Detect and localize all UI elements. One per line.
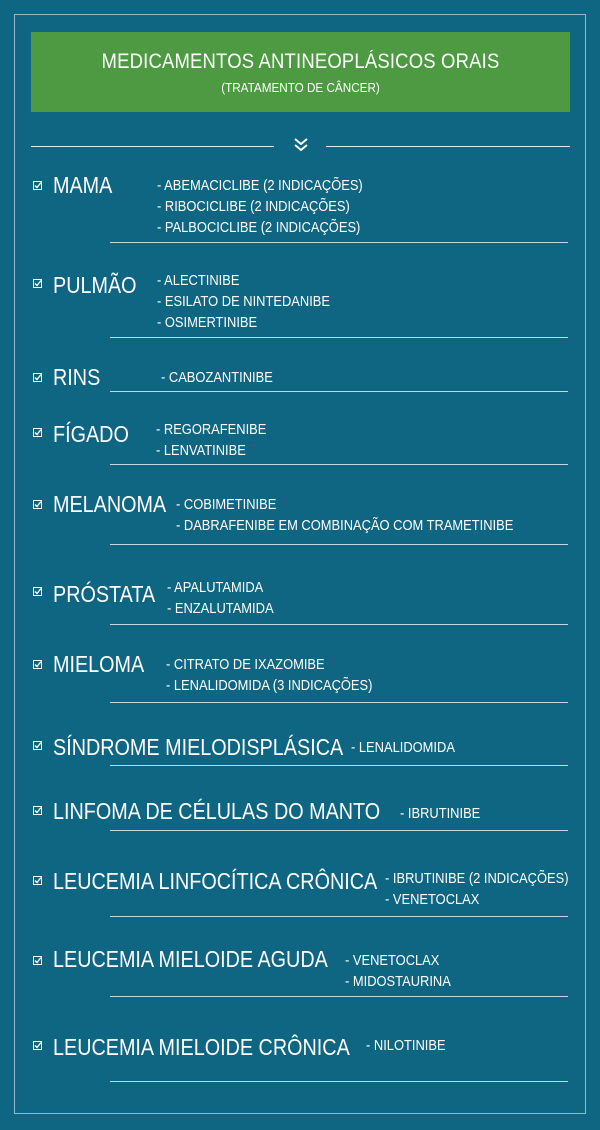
category-label: LEUCEMIA MIELOIDE AGUDA — [53, 946, 328, 972]
category-label: LINFOMA DE CÉLULAS DO MANTO — [53, 798, 381, 824]
row-separator — [110, 830, 568, 831]
drug-list-item-group — [156, 419, 266, 461]
checkbox-icon — [33, 279, 42, 288]
drug-name: - VENETOCLAX — [345, 952, 440, 969]
divider-right — [326, 146, 570, 147]
drug-list-item-group — [176, 494, 513, 536]
row-separator — [110, 702, 568, 703]
checkbox-icon — [33, 806, 42, 815]
drug-name: - IBRUTINIBE — [400, 805, 481, 822]
drug-name: - OSIMERTINIBE — [157, 314, 258, 331]
drug-name: - REGORAFENIBE — [156, 421, 267, 438]
drug-name: - CITRATO DE IXAZOMIBE — [166, 656, 325, 673]
checkbox-icon — [33, 660, 42, 669]
chevron-down-icon — [292, 136, 310, 154]
drug-name: - ESILATO DE NINTEDANIBE — [157, 293, 330, 310]
drug-name: - MIDOSTAURINA — [345, 973, 451, 990]
drug-name: - LENALIDOMIDA — [351, 739, 455, 756]
row-separator — [110, 391, 568, 392]
row-separator — [110, 544, 568, 545]
divider-left — [31, 146, 274, 147]
category-label: PRÓSTATA — [53, 581, 156, 607]
checkbox-icon — [33, 500, 42, 509]
category-label: LEUCEMIA MIELOIDE CRÔNICA — [53, 1034, 350, 1060]
category-label: MAMA — [53, 172, 113, 198]
drug-name: - ENZALUTAMIDA — [167, 600, 274, 617]
category-label: PULMÃO — [53, 272, 137, 298]
category-label: SÍNDROME MIELODISPLÁSICA — [53, 734, 344, 760]
drug-name: - NILOTINIBE — [366, 1037, 446, 1054]
drug-list-item-group — [385, 868, 568, 910]
row-separator — [110, 1081, 568, 1082]
row-separator — [110, 765, 568, 766]
category-label: MELANOMA — [53, 491, 167, 517]
drug-name: - IBRUTINIBE (2 INDICAÇÕES) — [385, 870, 569, 887]
drug-name: - VENETOCLAX — [385, 891, 480, 908]
row-separator — [110, 337, 568, 338]
drug-name: - DABRAFENIBE EM COMBINAÇÃO COM TRAMETINIBE — [176, 517, 514, 534]
drug-name: - ALECTINIBE — [157, 272, 240, 289]
drug-name: - COBIMETINIBE — [176, 496, 277, 513]
drug-list-item-group — [400, 803, 480, 824]
row-separator — [110, 624, 568, 625]
row-separator — [110, 464, 568, 465]
category-label: RINS — [53, 364, 101, 390]
drug-list-item-group — [351, 737, 455, 758]
checkbox-icon — [33, 181, 42, 190]
checkbox-icon — [33, 741, 42, 750]
checkbox-icon — [33, 876, 42, 885]
drug-name: - RIBOCICLIBE (2 INDICAÇÕES) — [157, 198, 350, 215]
page-subtitle: (TRATAMENTO DE CÂNCER) — [221, 80, 380, 95]
row-separator — [110, 242, 568, 243]
drug-list-item-group — [157, 175, 363, 238]
drug-list-item-group — [161, 367, 273, 388]
category-label: MIELOMA — [53, 651, 145, 677]
drug-list-item-group — [366, 1035, 446, 1056]
category-label: LEUCEMIA LINFOCÍTICA CRÔNICA — [53, 868, 378, 894]
checkbox-icon — [33, 1041, 42, 1050]
drug-list-item-group — [345, 950, 451, 992]
drug-list-item-group — [157, 270, 330, 333]
checkbox-icon — [33, 373, 42, 382]
drug-name: - LENVATINIBE — [156, 442, 246, 459]
drug-name: - ABEMACICLIBE (2 INDICAÇÕES) — [157, 177, 363, 194]
drug-name: - APALUTAMIDA — [167, 579, 264, 596]
row-separator — [110, 996, 568, 997]
category-label: FÍGADO — [53, 421, 129, 447]
checkbox-icon — [33, 956, 42, 965]
drug-name: - CABOZANTINIBE — [161, 369, 273, 386]
header-banner — [31, 32, 570, 112]
drug-name: - PALBOCICLIBE (2 INDICAÇÕES) — [157, 219, 361, 236]
page-title: MEDICAMENTOS ANTINEOPLÁSICOS ORAIS — [101, 50, 500, 73]
row-separator — [110, 916, 568, 917]
drug-list-item-group — [166, 654, 372, 696]
drug-name: - LENALIDOMIDA (3 INDICAÇÕES) — [166, 677, 373, 694]
drug-list-item-group — [167, 577, 274, 619]
checkbox-icon — [33, 587, 42, 596]
checkbox-icon — [33, 428, 42, 437]
